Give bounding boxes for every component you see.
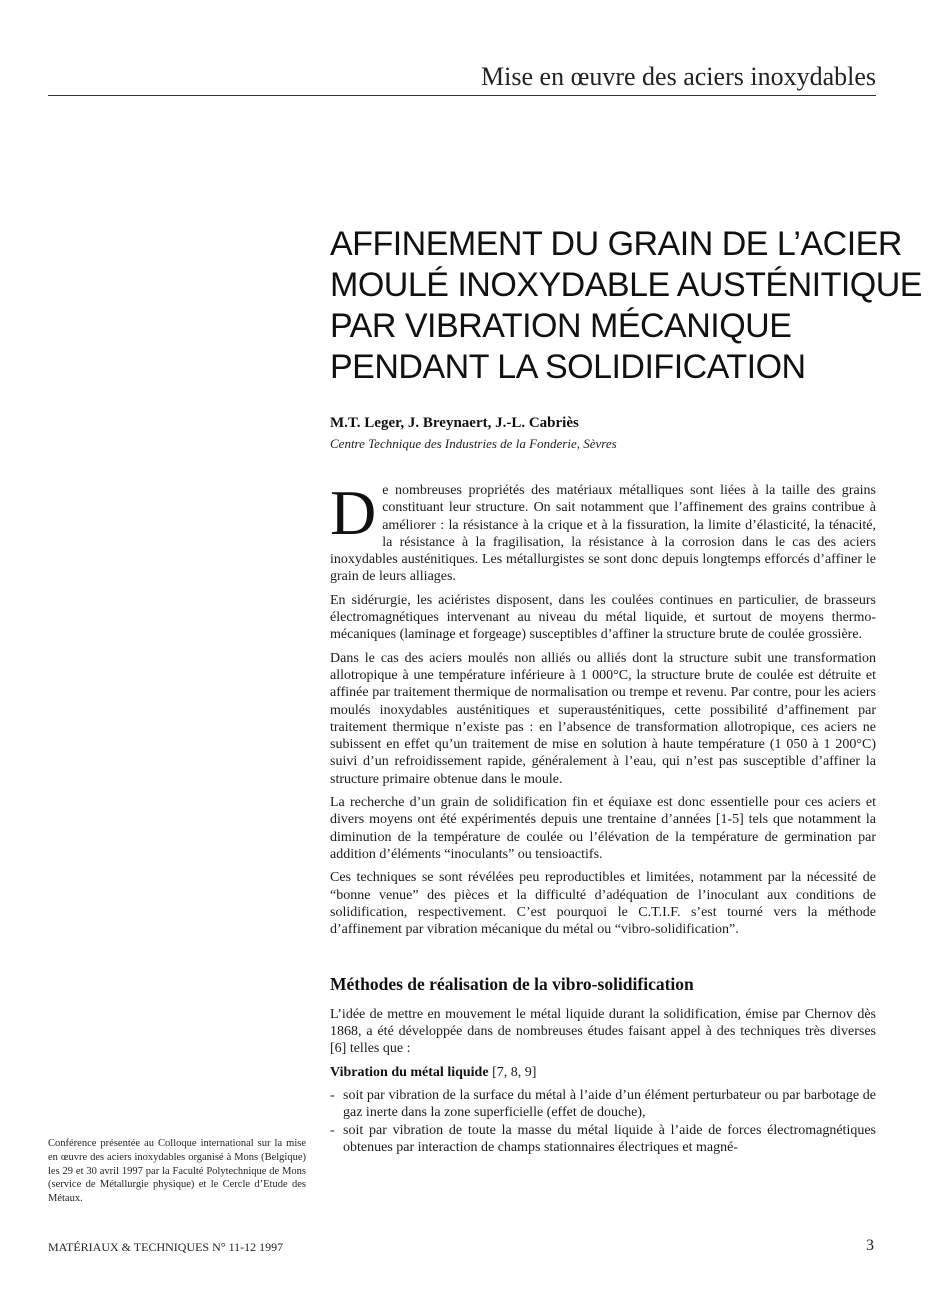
article-title (330, 224, 922, 388)
paragraph-text: e nombreuses propriétés des matériaux métalliques sont liées à la taille des grains constituant leur structure. On sait notamment que l’affinement des grains contribue à améliorer : la résistance à la crique et à la fissuration, la limite d’élasticité, la ténacité, la résistance à la fragilisation, la résistance à la corrosion dans le cas des aciers inoxydables austénitiques. Les métallurgistes se sont donc depuis longtemps efforcés d’affiner le grain de leurs alliages. (330, 483, 876, 585)
section-heading: Méthodes de réalisation de la vibro-solidification (330, 974, 694, 995)
list-item (330, 1087, 876, 1122)
paragraph: L’idée de mettre en mouvement le métal liquide durant la solidification, émise par Chernov dès 1868, a été développée dans de nombreuses études faisant appel à des techniques très diverses [6] telles que : (330, 1006, 876, 1057)
running-header: Mise en œuvre des aciers inoxydables (481, 62, 876, 91)
dash-bullet: - (330, 1122, 335, 1138)
paragraph: Dans le cas des aciers moulés non alliés ou alliés dont la structure subit une transformation allotropique à une température inférieure à 1 000°C, la structure brute de coulée est détruite et affinée par traitement thermique de normalisation ou trempe et revenu. Par contre, pour les aciers moulés inoxydables austénitiques et superausténitiques, cette possibilité d’affinement par traitement thermique n’existe pas : en l’absence de transformation allotropique, ces aciers ne subissent en effet qu’un traitement de mise en solution à haute température (1 050 à 1 200°C) suivi d’un refroidissement rapide, généralement à l’eau, qui n’est pas susceptible d’affiner la structure primaire obtenue dans le moule. (330, 650, 876, 787)
header-rule (48, 95, 876, 96)
page-number: 3 (866, 1237, 874, 1254)
list-item (330, 1122, 876, 1157)
subsection-refs: [7, 8, 9] (492, 1064, 537, 1080)
title-line: MOULÉ INOXYDABLE AUSTÉNITIQUE (330, 266, 922, 304)
authors: M.T. Leger, J. Breynaert, J.-L. Cabriès (330, 415, 579, 431)
bullet-list (330, 1087, 876, 1156)
list-item-text: soit par vibration de toute la masse du métal liquide à l’aide de forces électromagnétiques obtenues par interaction de champs stationnaires électriques et magné- (343, 1122, 876, 1155)
dash-bullet: - (330, 1087, 335, 1103)
conference-note: Conférence présentée au Colloque international sur la mise en œuvre des aciers inoxydables organisé à Mons (Belgique) les 29 et 30 avril 1997 par la Faculté Polytechnique de Mons (service de Métallurgie physique) et le Cercle d’Etude des Métaux. (48, 1138, 306, 1205)
paragraph (330, 477, 876, 586)
paragraph: En sidérurgie, les aciéristes disposent, dans les coulées continues en particulier, de brasseurs électromagnétiques intervenant au niveau du métal liquide, et surtout de moyens thermo-mécaniques (laminage et forgeage) susceptibles d’affiner la structure brute de coulée grossière. (330, 592, 876, 643)
paragraph: La recherche d’un grain de solidification fin et équiaxe est donc essentielle pour ces aciers et divers moyens ont été expérimentés depuis une trentaine d’années [1-5] tels que notamment la diminution de la température de coulée ou l’élévation de la température de germination par addition d’éléments “inoculants” ou tensioactifs. (330, 795, 876, 862)
subsection-heading (330, 1064, 876, 1081)
title-line: PAR VIBRATION MÉCANIQUE (330, 307, 792, 345)
list-item-text: soit par vibration de la surface du métal à l’aide d’un élément perturbateur ou par barbotage de gaz inerte dans la zone superficielle (effet de douche), (343, 1087, 876, 1121)
journal-footer: MATÉRIAUX & TECHNIQUES N° 11-12 1997 (48, 1240, 284, 1254)
article-body (330, 477, 876, 1156)
affiliation: Centre Technique des Industries de la Fonderie, Sèvres (330, 436, 617, 451)
drop-cap: D (330, 477, 377, 548)
title-line: AFFINEMENT DU GRAIN DE L’ACIER (330, 225, 902, 263)
title-line: PENDANT LA SOLIDIFICATION (330, 348, 806, 386)
subsection-title: Vibration du métal liquide (330, 1064, 489, 1080)
paragraph: Ces techniques se sont révélées peu reproductibles et limitées, notamment par la nécessité de “bonne venue” des pièces et la difficulté d’adéquation de l’inoculant aux conditions de solidification, respectivement. C’est pourquoi le C.T.I.F. s’est tourné vers la méthode d’affinement par vibration mécanique du métal ou “vibro-solidification”. (330, 870, 876, 938)
